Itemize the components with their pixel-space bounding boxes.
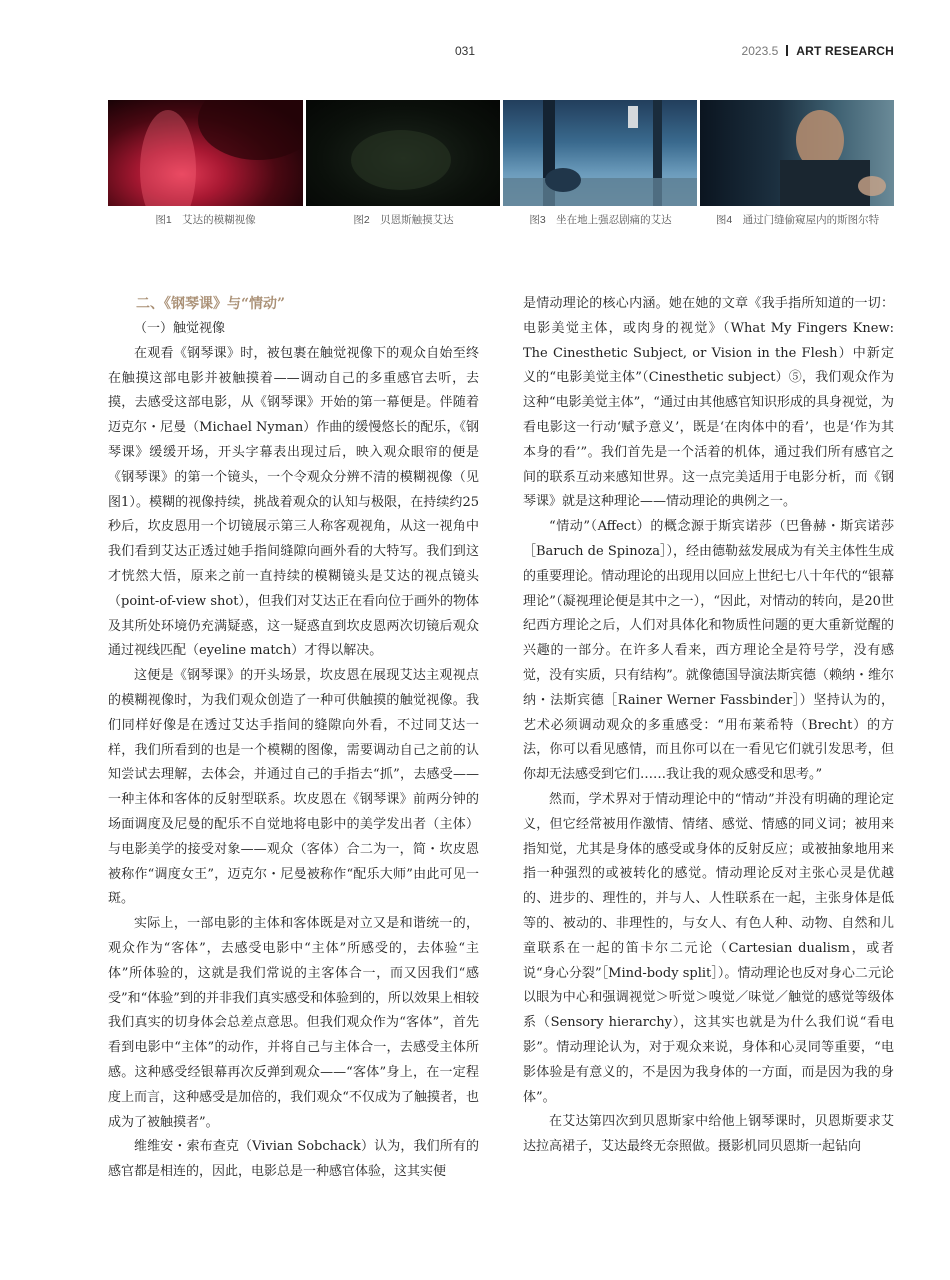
fig3-figure-standing (628, 106, 638, 128)
paragraph: 是情动理论的核心内涵。她在她的文章《我手指所知道的一切：电影美觉主体，或肉身的视觉》（What My Fingers Knew: The Cinesthetic Subject, or Vision in the Flesh）中新定义的“电影美觉主体”（Cinesthetic subject）⑤，我们观众作为这种“电影美觉主体”，“通过由其他感官知识形成的具身视觉，为看电影这一行动‘赋予意义’，既是‘在肉体中的看’，也是‘作为其本身的看’”。我们首先是一个活着的机体，通过我们所有感官之间的联系互动来感知世界。这一点完美适用于电影分析，而《钢琴课》就是这种理论——情动理论的典例之一。 (523, 296, 894, 510)
figure-1-caption: 图1 艾达的模糊视像 (155, 214, 256, 226)
fig1-blur-shape (140, 110, 196, 206)
figure-2-image (306, 100, 500, 206)
issue-number: 2023.5 (741, 44, 779, 58)
paragraph: “情动”（Affect）的概念源于斯宾诺莎（巴鲁赫・斯宾诺莎［Baruch de Spinoza］），经由德勒兹发展成为有关主体性生成的重要理论。情动理论的出现用以回应上世纪七八十年代的“银幕理论”（凝视理论便是其中之一），“因此，对情动的转向，是20世纪西方理论之后，人们对具体化和物质性问题的更大重新觉醒的兴趣的一部分。在许多人看来，西方理论全是符号学，没有感觉，没有实质，只有结构”。就像德国导演法斯宾德（赖纳・维尔纳・法斯宾德［Rainer Werner Fassbinder］）坚持认为的，艺术必须调动观众的多重感受：“用布莱希特（Brecht）的方法，你可以看见感情，而且你可以在一看见它们就引发思考，但你却无法感受到它们……我让我的观众感受和思考。” (523, 519, 895, 783)
figure-3-image (503, 100, 697, 206)
figure-3-graphic (503, 100, 697, 206)
figure-1-image (108, 100, 303, 206)
figure-4-image (700, 100, 894, 206)
paragraph: 在观看《钢琴课》时，被包裹在触觉视像下的观众自始至终在触摸这部电影并被触摸着——调动自己的多重感官去听，去摸，去感受这部电影，从《钢琴课》开始的第一幕便是。伴随着迈克尔・尼曼（Michael Nyman）作曲的缓慢悠长的配乐，《钢琴课》缓缓开场，开头字幕表出现过后，映入观众眼帘的便是《钢琴课》的第一个镜头，一个令观众分辨不清的模糊视像（见图1）。模糊的视像持续，挑战着观众的认知与极限，在持续约25秒后，坎皮恩用一个切镜展示第三人称客观视角，从这一视角中我们看到艾达正透过她手指间缝隙向画外看的大特写。我们到这才恍然大悟，原来之前一直持续的模糊镜头是艾达的视点镜头（point-of-view shot），但我们对艾达正在看向位于画外的物体及其所处环境仍充满疑惑，这一疑惑直到坎皮恩两次切镜后观众通过视线匹配（eyeline match）才得以解决。 (108, 345, 479, 659)
figure-4-caption: 图4 通过门缝偷窥屋内的斯图尔特 (715, 214, 880, 226)
figure-1-graphic (108, 100, 303, 206)
subsection-heading: （一）触觉视像 (134, 321, 226, 336)
page-number: 031 (455, 44, 476, 58)
paragraph: 实际上，一部电影的主体和客体既是对立又是和谐统一的，观众作为“客体”，去感受电影中“主体”所感受的，去体验“主体”所体验的，这就是我们常说的主客体合一，而又因我们“感受”和“体验”到的并非我们真实感受和体验到的，所以效果上相较我们真实的切身体会总差点意思。但我们观众作为“客体”，首先看到电影中“主体”的动作，并将自己与主体合一，去感受主体所感。这种感受经银幕再次反弹到观众——“客体”身上，在一定程度上而言，这种感受是加倍的，我们观众“不仅成为了触摸者，也成为了被触摸者”。 (108, 916, 479, 1130)
header-divider (786, 45, 788, 56)
fig4-coat (780, 160, 870, 206)
paragraph: 维维安・索布查克（Vivian Sobchack）认为，我们所有的感官都是相连的，因此，电影总是一种感官体验，这其实便 (108, 1139, 479, 1180)
figure-3-caption: 图3 坐在地上强忍剧痛的艾达 (529, 214, 672, 226)
fig3-figure-sitting (545, 168, 581, 192)
fig2-dim-shape (351, 130, 451, 190)
right-column (523, 292, 894, 1160)
journal-title: ART RESEARCH (796, 44, 894, 58)
figure-2-caption: 图2 贝恩斯触摸艾达 (353, 214, 454, 226)
figure-captions (108, 212, 894, 228)
left-column (108, 292, 479, 1185)
paragraph: 这便是《钢琴课》的开头场景，坎皮恩在展现艾达主观视点的模糊视像时，为我们观众创造了一种可供触摸的触觉视像。我们同样好像是在透过艾达手指间的缝隙向外看，不过同艾达一样，我们所看到的也是一个模糊的图像，需要调动自己之前的认知尝试去理解，去体会，并通过自己的手指去“抓”，去感受——一种主体和客体的反射型联系。坎皮恩在《钢琴课》前两分钟的场面调度及尼曼的配乐不自觉地将电影中的美学发出者（主体）与电影美学的接受对象——观众（客体）合二为一，简・坎皮恩被称作“调度女王”，迈克尔・尼曼被称作“配乐大师”由此可见一斑。 (108, 668, 479, 907)
figure-4-graphic (700, 100, 894, 206)
paragraph: 在艾达第四次到贝恩斯家中给他上钢琴课时，贝恩斯要求艾达拉高裙子，艾达最终无奈照做。摄影机同贝恩斯一起钻向 (523, 1114, 894, 1155)
fig4-hand (858, 176, 886, 196)
figure-2-graphic (306, 100, 500, 206)
journal-header (742, 44, 894, 58)
paragraph: 然而，学术界对于情动理论中的“情动”并没有明确的理论定义，但它经常被用作激情、情绪、感觉、情感的同义词；被用来指知觉，尤其是身体的感受或身体的反射反应；或被抽象地用来指一种强烈的或被转化的感觉。情动理论反对主张心灵是优越的、进步的、理性的，并与人、人性联系在一起，主张身体是低等的、被动的、非理性的，与女人、有色人种、动物、自然和儿童联系在一起的笛卡尔二元论（Cartesian dualism，或者说“身心分裂”［Mind-body split］）。情动理论也反对身心二元论以眼为中心和强调视觉＞听觉＞嗅觉／味觉／触觉的感觉等级体系（Sensory hierarchy），这其实也就是为什么我们说“看电影”。情动理论认为，对于观众来说，身体和心灵同等重要，“电影体验是有意义的，不是因为我身体的一方面，而是因为我的身体”。 (523, 791, 894, 1105)
section-heading: 二、《钢琴课》与“情动” (136, 296, 286, 312)
figure-strip (108, 100, 894, 206)
fig1-shadow (198, 100, 303, 160)
fig3-ground (503, 178, 697, 206)
